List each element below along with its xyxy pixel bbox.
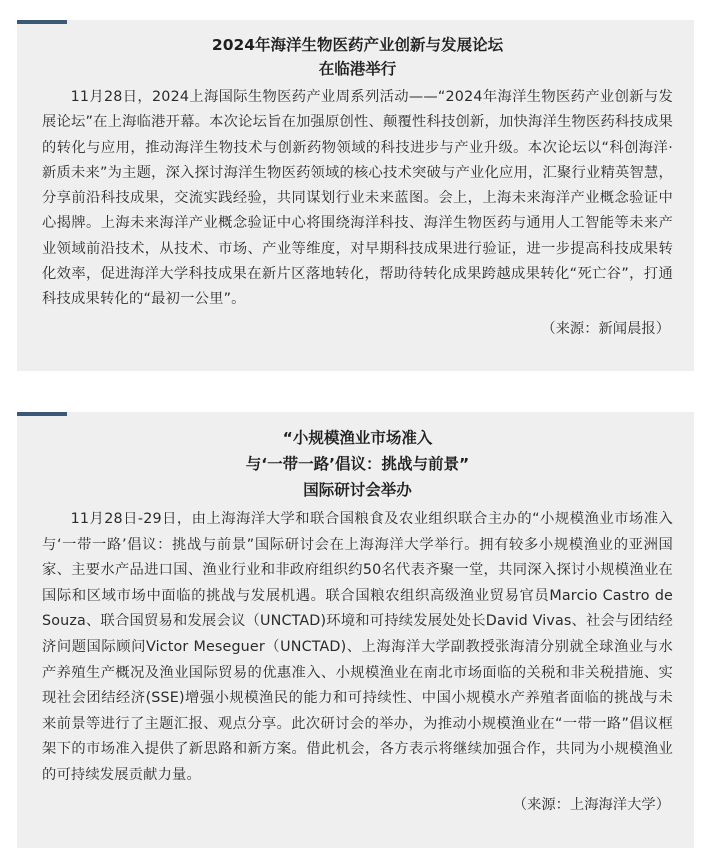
news-card: [17, 412, 694, 848]
article-body: 11月28日-29日，由上海海洋大学和联合国粮食及农业组织联合主办的“小规模渔业市场准入与‘一带一路’倡议：挑战与前景”国际研讨会在上海海洋大学举行。拥有较多小规模渔业的亚洲国家、主要水产品进口国、渔业行业和非政府组织约50名代表齐聚一堂，共同深入探讨小规模渔业在国际和区域市场中面临的挑战与发展机遇。联合国粮农组织高级渔业贸易官员Marcio Castro de Souza、联合国贸易和发展会议（UNCTAD)环境和可持续发展处处长David Vivas、社会与团结经济问题国际顾问Victor Meseguer（UNCTAD)、上海海洋大学副教授张海清分别就全球渔业与水产养殖生产概况及渔业国际贸易的优惠准入、小规模渔业在南北市场面临的关税和非关税措施、实现社会团结经济(SSE)增强小规模渔民的能力和可持续性、中国小规模水产养殖者面临的挑战与未来前景等进行了主题汇报、观点分享。此次研讨会的举办，为推动小规模渔业在“一带一路”倡议框架下的市场准入提供了新思路和新方案。借此机会，各方表示将继续加强合作，共同为小规模渔业的可持续发展贡献力量。: [42, 511, 673, 783]
title-line: 在临港举行: [318, 60, 397, 78]
article-source: （来源：新闻晨报）: [541, 320, 670, 337]
title-line: “小规模渔业市场准入: [282, 429, 433, 447]
title-line: 2024年海洋生物医药产业创新与发展论坛: [211, 36, 504, 54]
article-body: 11月28日，2024上海国际生物医药产业周系列活动——“2024年海洋生物医药产业创新与发展论坛”在上海临港开幕。本次论坛旨在加强原创性、颠覆性科技创新，加快海洋生物医药科技成果的转化与应用，推动海洋生物技术与创新药物领域的科技进步与产业升级。本次论坛以“科创海洋·新质未来”为主题，深入探讨海洋生物医药领域的核心技术突破与产业化应用，汇聚行业精英智慧，分享前沿科技成果，交流实践经验，共同谋划行业未来蓝图。会上，上海未来海洋产业概念验证中心揭牌。上海未来海洋产业概念验证中心将围绕海洋科技、海洋生物医药与通用人工智能等未来产业领域前沿技术，从技术、市场、产业等维度，对早期科技成果进行验证，进一步提高科技成果转化效率，促进海洋大学科技成果在新片区落地转化，帮助待转化成果跨越成果转化“死亡谷”，打通科技成果转化的“最初一公里”。: [42, 89, 673, 308]
article-title: [42, 20, 673, 81]
article-title: [42, 412, 673, 503]
title-line: 国际研讨会举办: [303, 481, 412, 499]
article-source: （来源：上海海洋大学）: [512, 796, 670, 813]
news-card: [17, 20, 694, 371]
card-accent-bar: [17, 20, 67, 24]
card-accent-bar: [17, 412, 67, 416]
title-line: 与‘一带一路’倡议：挑战与前景”: [245, 455, 470, 473]
